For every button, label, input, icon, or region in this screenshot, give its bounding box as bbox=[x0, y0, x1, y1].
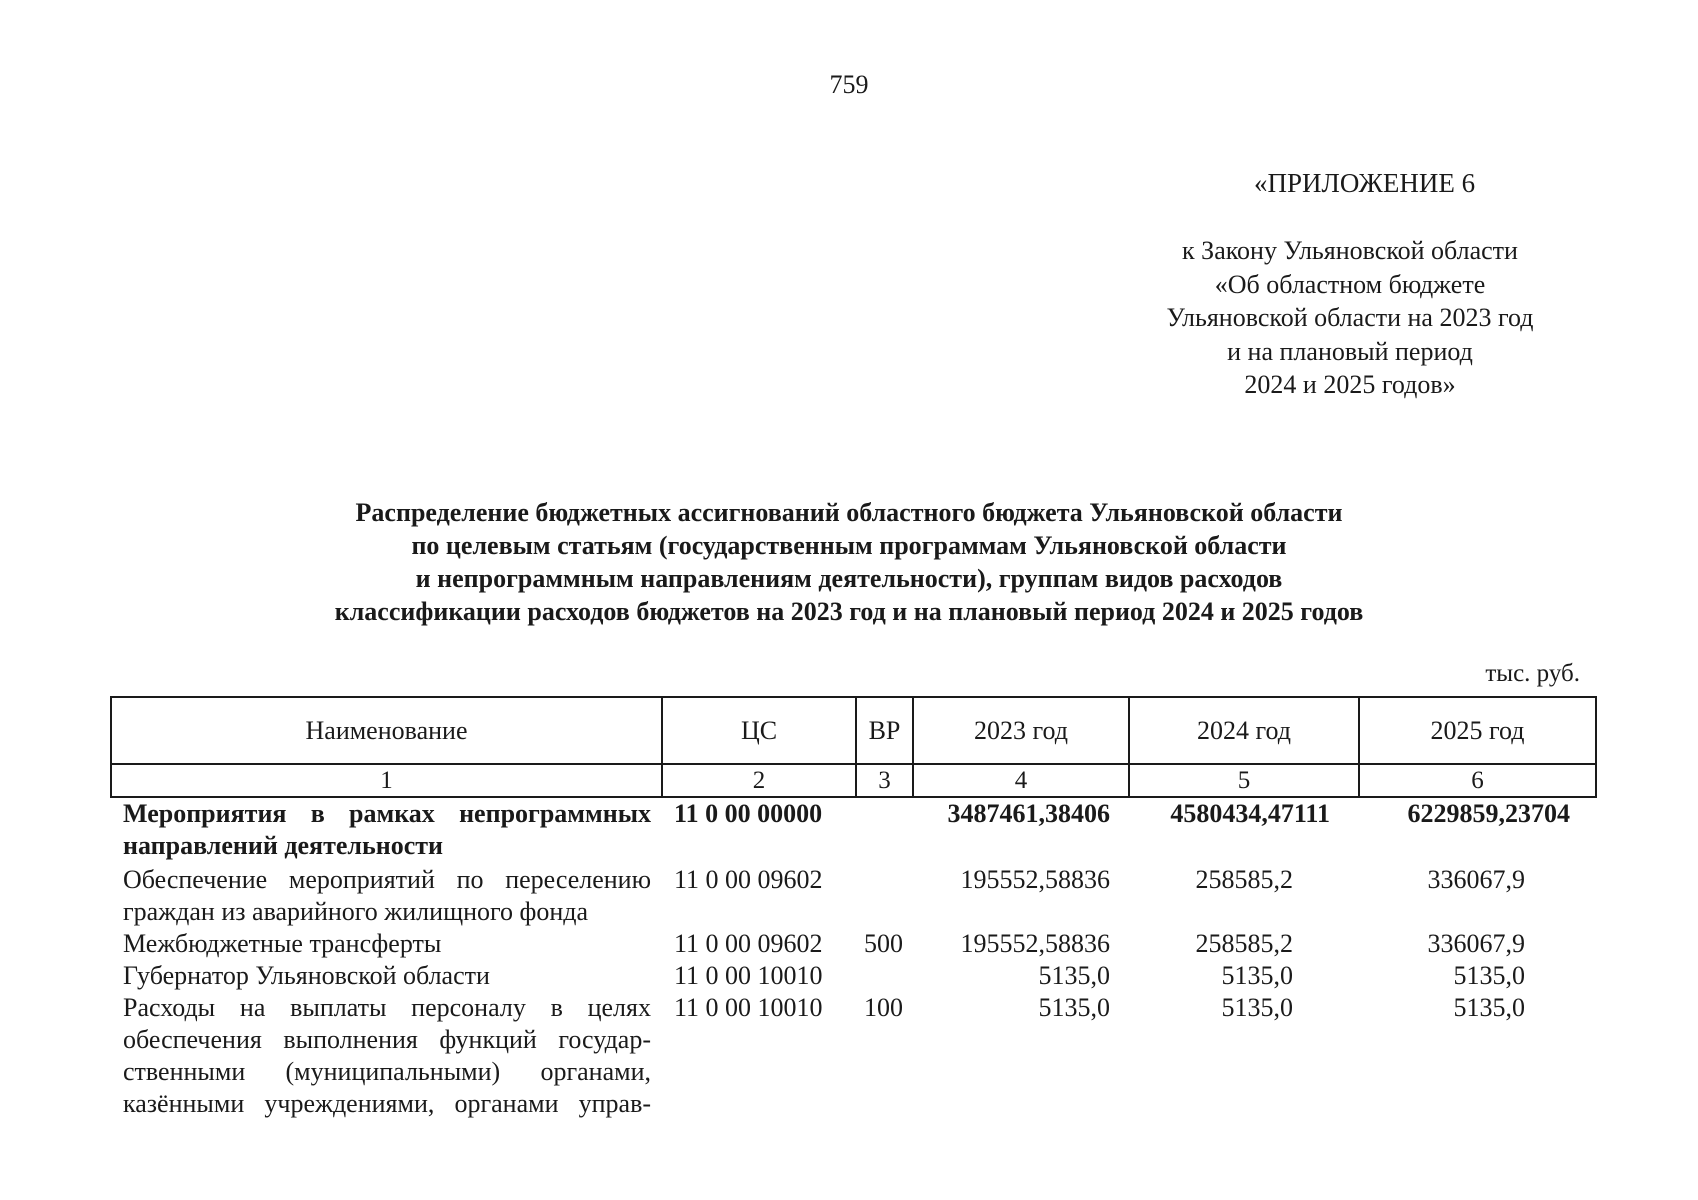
row-name-line: обеспечения выполнения функций государ- bbox=[123, 1025, 651, 1054]
row-cs: 11 0 00 10010 bbox=[674, 961, 823, 990]
row-2025: 336067,9 bbox=[1427, 865, 1525, 894]
title-line: и непрограммным направлениям деятельности), группам видов расходов bbox=[415, 564, 1283, 593]
column-number: 4 bbox=[913, 764, 1129, 797]
row-name-line: ственными (муниципальными) органами, bbox=[123, 1057, 651, 1086]
row-vr: 500 bbox=[864, 929, 903, 958]
row-vr bbox=[855, 862, 912, 928]
table-header bbox=[110, 696, 1597, 798]
row-2024: 5135,0 bbox=[1221, 993, 1293, 1022]
document-title bbox=[0, 496, 1698, 628]
column-number: 5 bbox=[1129, 764, 1359, 797]
row-name-line: Обеспечение мероприятий по переселению bbox=[123, 865, 651, 894]
appendix-title: «ПРИЛОЖЕНИЕ 6 bbox=[1254, 168, 1476, 198]
row-name bbox=[110, 960, 661, 992]
row-2024: 258585,2 bbox=[1195, 929, 1293, 958]
row-2023: 3487461,38406 bbox=[947, 799, 1110, 828]
row-2025: 336067,9 bbox=[1427, 929, 1525, 958]
table-row bbox=[110, 992, 1595, 1120]
title-line: классификации расходов бюджетов на 2023 год и на плановый период 2024 и 2025 годов bbox=[334, 597, 1364, 626]
row-name-line: Мероприятия в рамках непрограммных bbox=[123, 799, 651, 828]
row-2023: 195552,58836 bbox=[960, 929, 1110, 958]
units-label: тыс. руб. bbox=[1485, 660, 1580, 687]
table-row bbox=[110, 928, 1595, 960]
row-cs: 11 0 00 00000 bbox=[674, 799, 823, 828]
row-cs: 11 0 00 10010 bbox=[674, 993, 823, 1022]
row-name-line: Губернатор Ульяновской области bbox=[123, 961, 490, 990]
row-name-line: Расходы на выплаты персоналу в целях bbox=[123, 993, 651, 1022]
header-2024: 2024 год bbox=[1129, 697, 1359, 764]
row-cs: 11 0 00 09602 bbox=[674, 929, 823, 958]
column-number: 2 bbox=[662, 764, 856, 797]
appendix-line: «Об областном бюджете bbox=[1214, 269, 1486, 299]
title-line: Распределение бюджетных ассигнований областного бюджета Ульяновской области bbox=[355, 498, 1343, 527]
appendix-line: 2024 и 2025 годов» bbox=[1244, 370, 1456, 399]
row-name-line: направлений деятельности bbox=[123, 831, 444, 860]
row-name-line: Межбюджетные трансферты bbox=[123, 929, 442, 958]
appendix-line: и на плановый период bbox=[1227, 336, 1473, 366]
budget-table-body bbox=[110, 798, 1595, 1120]
appendix-line: к Закону Ульяновской области bbox=[1182, 236, 1518, 265]
row-2023: 5135,0 bbox=[1038, 993, 1110, 1022]
row-name bbox=[110, 798, 661, 862]
row-name-line: казёнными учреждениями, органами управ- bbox=[123, 1089, 651, 1118]
row-2024: 258585,2 bbox=[1195, 865, 1293, 894]
row-2024: 5135,0 bbox=[1221, 961, 1293, 990]
row-name bbox=[110, 862, 661, 928]
header-name: Наименование bbox=[111, 697, 662, 764]
page-number: 759 bbox=[829, 70, 869, 99]
row-2025: 5135,0 bbox=[1453, 993, 1525, 1022]
column-number: 1 bbox=[111, 764, 662, 797]
table-row bbox=[110, 862, 1595, 928]
header-2025: 2025 год bbox=[1359, 697, 1596, 764]
row-2025: 6229859,23704 bbox=[1407, 799, 1570, 828]
appendix-subtitle bbox=[1120, 234, 1580, 402]
column-number: 6 bbox=[1359, 764, 1596, 797]
row-vr bbox=[855, 960, 912, 992]
column-number: 3 bbox=[856, 764, 913, 797]
row-vr: 100 bbox=[864, 993, 903, 1022]
row-name-line: граждан из аварийного жилищного фонда bbox=[123, 897, 589, 926]
header-vr: ВР bbox=[856, 697, 913, 764]
row-2024: 4580434,47111 bbox=[1170, 799, 1330, 828]
table-row bbox=[110, 798, 1595, 862]
row-2023: 195552,58836 bbox=[960, 865, 1110, 894]
header-2023: 2023 год bbox=[913, 697, 1129, 764]
row-2023: 5135,0 bbox=[1038, 961, 1110, 990]
appendix-line: Ульяновской области на 2023 год bbox=[1166, 303, 1534, 332]
row-2025: 5135,0 bbox=[1453, 961, 1525, 990]
row-vr bbox=[855, 798, 912, 862]
header-cs: ЦС bbox=[662, 697, 856, 764]
table-row bbox=[110, 960, 1595, 992]
title-line: по целевым статьям (государственным программам Ульяновской области bbox=[411, 531, 1287, 560]
row-cs: 11 0 00 09602 bbox=[674, 865, 823, 894]
row-name bbox=[110, 928, 661, 960]
row-name bbox=[110, 992, 661, 1120]
